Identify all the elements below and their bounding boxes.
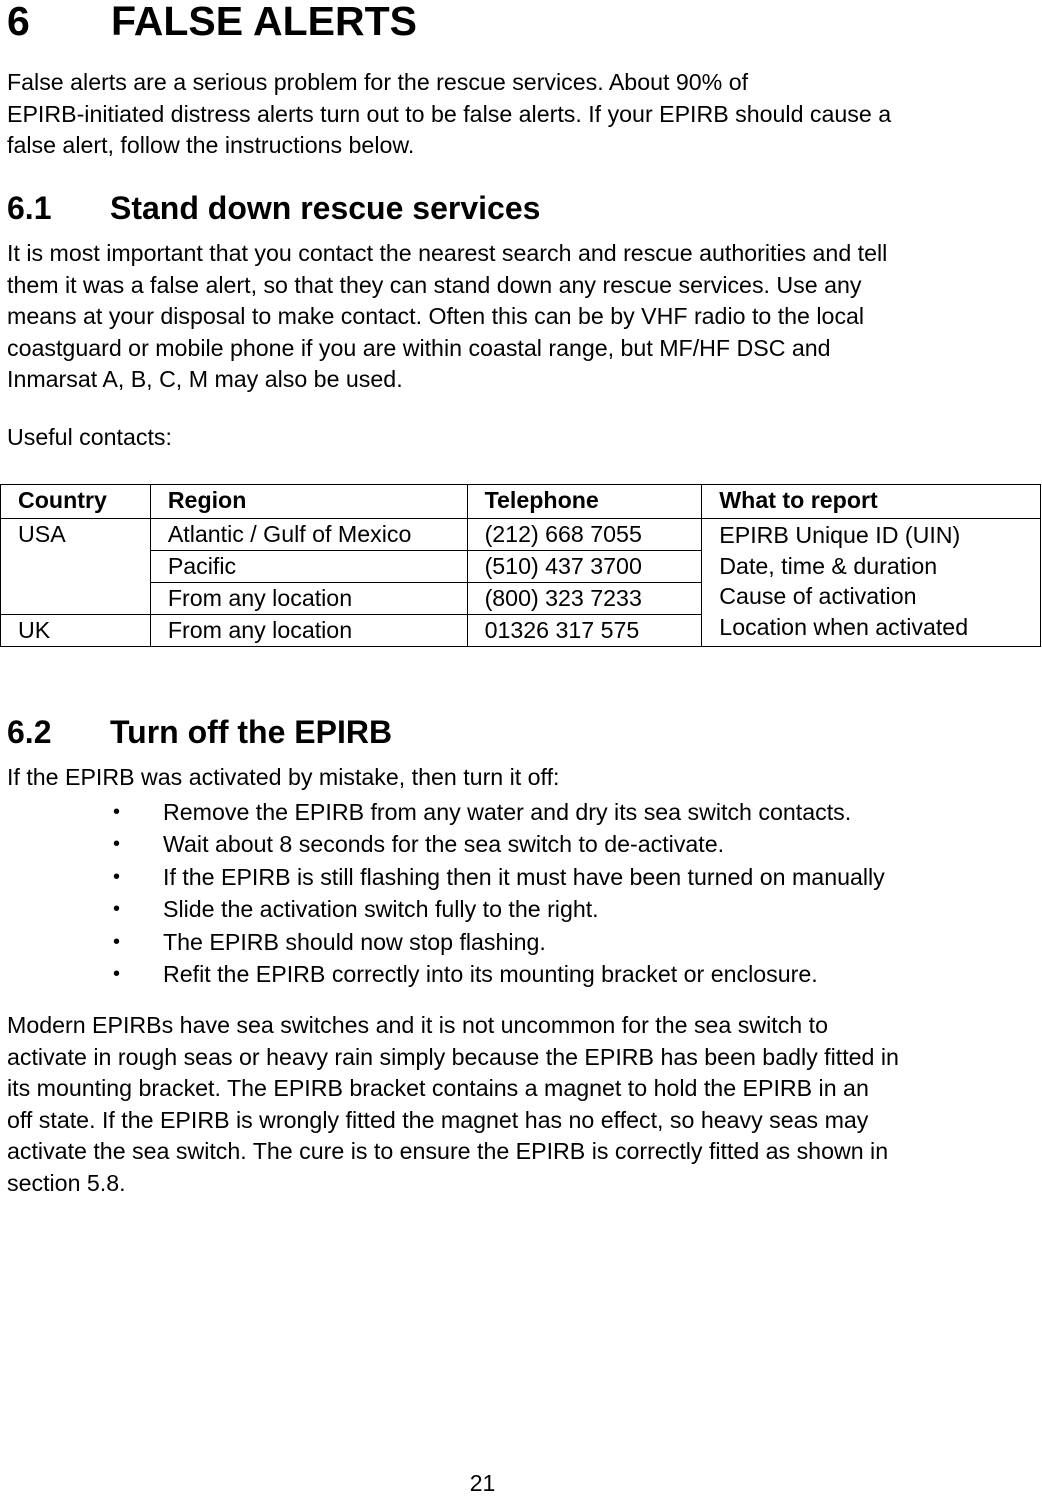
bullet-icon: • — [113, 963, 121, 986]
region-cell: From any location — [150, 583, 467, 615]
paragraph-line: False alerts are a serious problem for the rescue services. About 90% of — [7, 69, 749, 95]
country-cell: UK — [1, 615, 151, 647]
paragraph-line: Modern EPIRBs have sea switches and it is not uncommon for the sea switch to — [7, 1012, 828, 1038]
country-cell: USA — [1, 519, 151, 551]
bullet-icon: • — [113, 898, 121, 921]
bullet-icon: • — [113, 930, 121, 953]
subsection-number: 6.2 — [7, 714, 52, 750]
paragraph-line: It is most important that you contact the nearest search and rescue authorities and tell — [7, 240, 888, 266]
paragraph-line: EPIRB-initiated distress alerts turn out to be false alerts. If your EPIRB should cause a — [7, 100, 892, 127]
paragraph-line: coastguard or mobile phone if you are within coastal range, but MF/HF DSC and — [7, 334, 831, 361]
section-heading — [7, 0, 417, 43]
subsection-title: Stand down rescue services — [110, 190, 541, 226]
paragraph-line: its mounting bracket. The EPIRB bracket contains a magnet to hold the EPIRB in an — [7, 1075, 869, 1101]
subsection-number: 6.1 — [7, 190, 52, 226]
report-item: Location when activated — [719, 613, 969, 640]
telephone-cell: 01326 317 575 — [467, 615, 702, 647]
region-cell: Atlantic / Gulf of Mexico — [150, 519, 467, 551]
paragraph-line: off state. If the EPIRB is wrongly fitted the magnet has no effect, so heavy seas may — [7, 1106, 869, 1133]
report-item: Date, time & duration — [719, 552, 938, 579]
turn-off-lead: If the EPIRB was activated by mistake, then turn it off: — [7, 764, 560, 790]
paragraph-line: means at your disposal to make contact. Often this can be by VHF radio to the local — [7, 303, 865, 329]
closing-paragraph — [7, 1010, 1041, 1199]
section-number: 6 — [7, 0, 30, 44]
list-item: • The EPIRB should now stop flashing. — [0, 926, 885, 958]
list-item: • If the EPIRB is still flashing then it must have been turned on manually — [0, 861, 885, 893]
column-header: Telephone — [467, 485, 702, 519]
bullet-icon: • — [113, 833, 121, 856]
region-cell: Pacific — [150, 551, 467, 583]
list-item: • Refit the EPIRB correctly into its mounting bracket or enclosure. — [0, 958, 885, 990]
contacts-label: Useful contacts: — [7, 424, 172, 450]
report-item: Cause of activation — [719, 583, 917, 609]
intro-paragraph — [7, 67, 1041, 162]
subsection-heading-6-2 — [7, 714, 392, 750]
paragraph-line: false alert, follow the instructions below. — [7, 132, 415, 158]
paragraph-line: activate the sea switch. The cure is to ensure the EPIRB is correctly fitted as shown in — [7, 1138, 889, 1164]
column-header: Country — [1, 485, 151, 519]
list-item: • Slide the activation switch fully to the right. — [0, 893, 885, 925]
telephone-cell: (212) 668 7055 — [467, 519, 702, 551]
subsection-heading-6-1 — [7, 190, 540, 226]
what-to-report-cell — [702, 519, 1041, 647]
turn-off-steps-list — [0, 796, 885, 990]
page-number: 21 — [469, 1470, 496, 1496]
section-title: FALSE ALERTS — [111, 0, 417, 44]
table-row — [1, 519, 1041, 551]
bullet-icon: • — [113, 801, 121, 823]
subsection-title: Turn off the EPIRB — [110, 714, 393, 750]
list-item: • Remove the EPIRB from any water and dry its sea switch contacts. — [0, 796, 885, 828]
paragraph-line: activate in rough seas or heavy rain simply because the EPIRB has been badly fitted in — [7, 1043, 899, 1070]
contacts-table — [0, 484, 1041, 647]
paragraph-line: them it was a false alert, so that they can stand down any rescue services. Use any — [7, 271, 862, 298]
stand-down-paragraph — [7, 238, 1041, 396]
list-item: • Wait about 8 seconds for the sea switch to de-activate. — [0, 828, 885, 860]
paragraph-line: section 5.8. — [7, 1169, 126, 1196]
region-cell: From any location — [150, 615, 467, 647]
country-cell — [1, 551, 151, 583]
bullet-icon: • — [113, 865, 121, 888]
table-header-row — [1, 485, 1041, 519]
column-header: Region — [150, 485, 467, 519]
country-cell — [1, 583, 151, 615]
telephone-cell: (510) 437 3700 — [467, 551, 702, 583]
column-header: What to report — [702, 485, 1041, 519]
paragraph-line: Inmarsat A, B, C, M may also be used. — [7, 366, 403, 392]
report-item: EPIRB Unique ID (UIN) — [719, 522, 961, 548]
telephone-cell: (800) 323 7233 — [467, 583, 702, 615]
